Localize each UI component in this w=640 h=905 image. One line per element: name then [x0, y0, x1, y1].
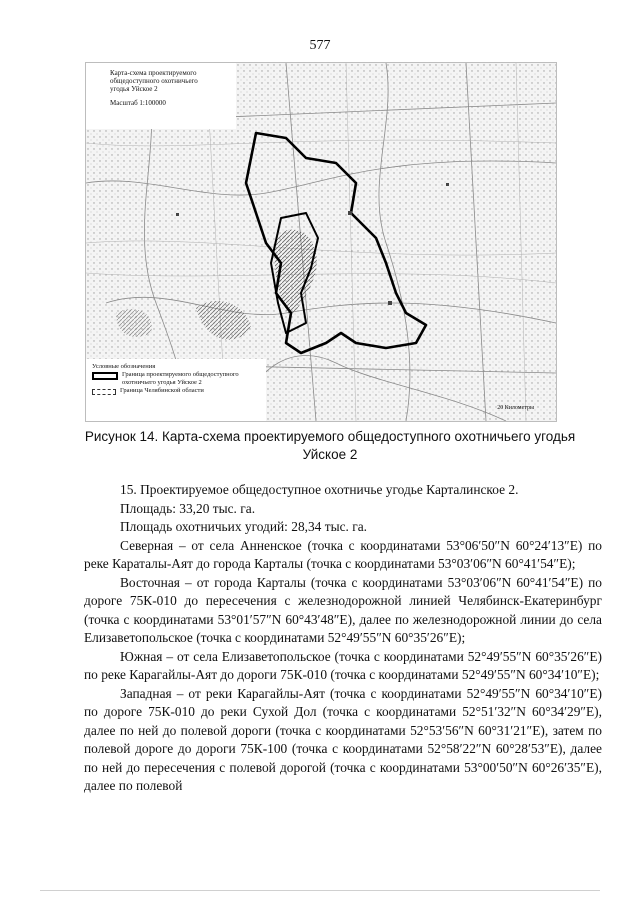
- area-hunting: Площадь охотничьих угодий: 28,34 тыс. га.: [120, 519, 367, 534]
- caption-line: Рисунок 14. Карта-схема проектируемого общедоступного охотничьего угодья: [84, 429, 576, 444]
- section-heading: 15. Проектируемое общедоступное охотничье угодье Карталинское 2.: [120, 482, 519, 497]
- map-figure: [85, 62, 557, 422]
- legend-item-boundary: [92, 371, 262, 387]
- boundary-south: Южная – от села Елизаветопольское (точка с координатами 52°49′55″N 60°35′26″E) по реке Карагайлы-Аят до дороги 75К-010 (точка с координатами 52°49′55″N 60°34′10″E);: [84, 648, 602, 682]
- legend-item-region-border: [92, 387, 262, 395]
- legend-label: Граница Челябинской области: [120, 387, 204, 394]
- page-bottom-edge: [40, 890, 600, 891]
- map-title-line: угодья Уйское 2: [110, 85, 158, 93]
- figure-caption: [60, 428, 600, 464]
- map-scale: Масштаб 1:100000: [110, 99, 166, 107]
- boundary-west: Западная – от реки Карагайлы-Аят (точка с координатами 52°49′55″N 60°34′10″E) по дороге 75К-010 до реки Сухой Дол (точка с координатами 52°51′32″N 60°34′29″E), далее по ней до полевой дороги (точка с координатами 52°53′56″N 60°31′21″E), затем по полевой дороге до дороги 75К-100 (точка с координатами 52°58′22″N 60°28′53″E), далее по ней до пересечения с полевой дорогой (точка с координатами 53°00′50″N 60°26′35″E), далее по полевой: [84, 685, 602, 793]
- boundary-north: Северная – от села Анненское (точка с координатами 53°06′50″N 60°24′13″E) по реке Караталы-Аят до города Карталы (точка с координатами 53°03′06″N 60°41′54″E);: [84, 537, 602, 571]
- legend-dashed-line-icon: [92, 389, 116, 395]
- map-scalebar: 20 Километры: [497, 405, 534, 411]
- legend-label: Граница проектируемого общедоступного охотничьего угодья Уйское 2: [122, 371, 239, 386]
- area-total: Площадь: 33,20 тыс. га.: [120, 500, 256, 516]
- caption-line: Уйское 2: [302, 447, 358, 462]
- map-title-box: [86, 63, 236, 129]
- body-text: [84, 481, 602, 796]
- legend-bold-line-icon: [92, 372, 118, 380]
- legend-heading: Условные обозначения: [92, 363, 156, 370]
- boundary-east: Восточная – от города Карталы (точка с координатами 53°03′06″N 60°41′54″E) по дороге 75К-010 до пересечения с железнодорожной линией Челябинск-Екатеринбург (точка с координатами 53°01′57″N 60°43′48″E), далее по железнодорожной линии до села Елизаветопольское (точка с координатами 52°49′55″N 60°35′26″E);: [84, 574, 602, 645]
- map-legend: [86, 359, 266, 421]
- map-title-line: Карта-схема проектируемого: [110, 69, 197, 77]
- map-title-line: общедоступного охотничьего: [110, 77, 198, 85]
- page-number: 577: [309, 38, 331, 53]
